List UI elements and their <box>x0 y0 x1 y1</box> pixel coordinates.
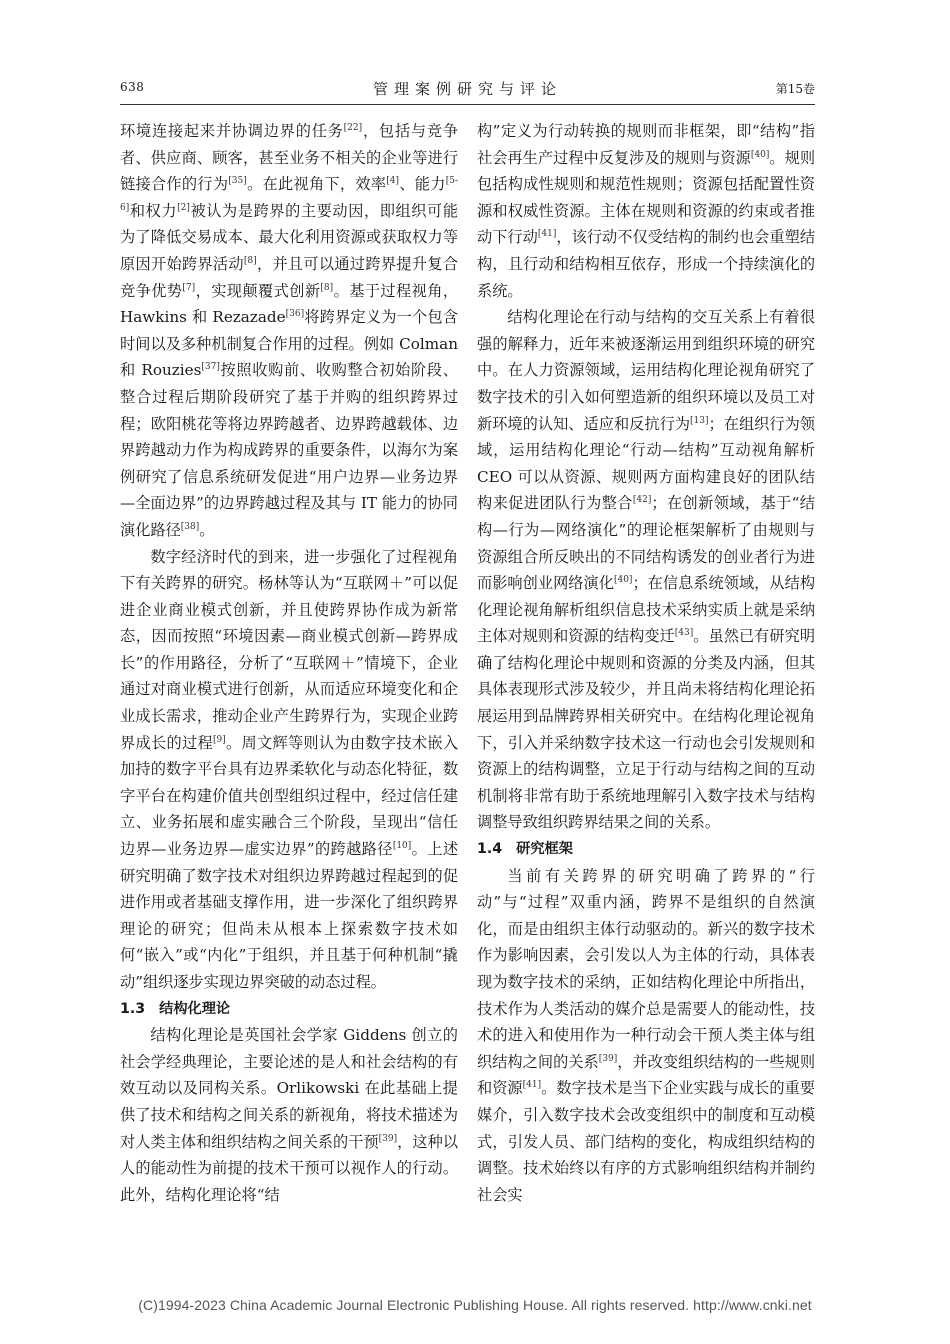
section-heading <box>477 836 815 863</box>
text-run: 构”定义为行动转换的规则而非框架，即“结构”指社会再生产过程中反复涉及的规则与资源 <box>477 122 815 167</box>
citation: [10] <box>392 840 412 851</box>
text-run: ，并改变组织结构的一些规则和资源 <box>477 1052 816 1098</box>
citation: [43] <box>674 628 694 639</box>
text-run: 按照收购前、收购整合初始阶段、整合过程后期阶段研究了基于并购的组织跨界过程；欧阳桃花等将边界跨越者、边界跨越载体、边界跨越动力作为构成跨界的重要条件，以海尔为案例研究了信息系统研发促进“用户边界—业务边界—全面边界”的边界跨越过程及其与 IT 能力的协同演化路径 <box>120 361 458 539</box>
text-run: 。数字技术是当下企业实践与成长的重要媒介，引入数字技术会改变组织中的制度和互动模式，引发人员、部门结构的变化，构成组织结构的调整。技术始终以有序的方式影响组织结构并制约社会实 <box>477 1079 816 1204</box>
citation: [39] <box>598 1053 618 1064</box>
text-run: ，包括与竞争者、供应商、顾客，甚至业务不相关的企业等进行链接合作的行为 <box>120 122 459 194</box>
header-rule <box>120 104 815 105</box>
paragraph <box>120 544 458 996</box>
citation: [8] <box>320 282 334 293</box>
text-run: 。周文辉等则认为由数字技术嵌入加持的数字平台具有边界柔软化与动态化特征，数字平台在构建价值共创型组织过程中，经过信任建立、业务拓展和虚实融合三个阶段，呈现出“信任边界—业务边界—虚实边界”的跨越路径 <box>120 733 459 859</box>
text-run: ，并且可以通过跨界提升复合竞争优势 <box>120 254 459 300</box>
citation: [2] <box>177 202 190 213</box>
copyright-footer: (C)1994-2023 China Academic Journal Electronic Publishing House. All rights reserved. http://www.cnki.net <box>138 1297 812 1313</box>
text-run: ；在信息系统领域，从结构化理论视角解析组织信息技术采纳实质上就是采纳主体对规则和资源的结构变迁 <box>477 574 816 646</box>
text-run: ；在组织行为领域，运用结构化理论“行动—结构”互动视角解析 CEO 可以从资源、规则两方面构建良好的团队结构来促进团队行为整合 <box>477 414 816 513</box>
text-run: 被认为是跨界的主要动因，即组织可能为了降低交易成本、最大化利用资源或获取权力等原因开始跨界活动 <box>120 201 459 273</box>
citation: [42] <box>632 495 652 506</box>
text-run: ，实现颠覆式创新 <box>195 281 321 300</box>
text-run: ，这种以人的能动性为前提的技术干预可以视作人的行动。此外，结构化理论将“结 <box>120 1132 459 1204</box>
text-run: 。 <box>199 520 215 539</box>
paragraph <box>120 1022 458 1208</box>
right-column <box>477 118 815 1208</box>
text-run: 结构化理论是英国社会学家 Giddens 创立的社会学经典理论，主要论述的是人和社会结构的有效互动以及同构关系。Orlikowski 在此基础上提供了技术和结构之间关系的新视角，将技术描述为对人类主体和组织结构之间关系的干预 <box>120 1026 458 1151</box>
paragraph <box>477 118 815 304</box>
running-header <box>120 78 815 102</box>
citation: [22] <box>343 122 363 133</box>
citation: [40] <box>613 575 633 586</box>
citation: [35] <box>228 176 247 187</box>
paragraph <box>477 304 815 836</box>
left-column <box>120 118 458 1208</box>
citation: [41] <box>522 1080 542 1091</box>
text-run: 。基于过程视角，Hawkins 和 Rezazade <box>120 281 459 327</box>
text-run: 。上述研究明确了数字技术对组织边界跨越过程起到的促进作用或者基础支撑作用，进一步深化了组织跨界理论的研究；但尚未从根本上探索数字技术如何“嵌入”或“内化”于组织，并且基于何种机制“撬动”组织逐步实现边界突破的动态过程。 <box>120 840 459 991</box>
section-number: 1.3 <box>120 1000 146 1017</box>
citation: [9] <box>212 734 226 745</box>
paragraph <box>477 863 815 1209</box>
text-run: 。规则包括构成性规则和规范性规则；资源包括配置性资源和权威性资源。主体在规则和资源的约束或者推动下行动 <box>477 148 816 247</box>
text-run: 结构化理论在行动与结构的交互关系上有着很强的解释力，近年来被逐渐运用到组织环境的研究中。在人力资源领域，运用结构化理论视角研究了数字技术的引入如何塑造新的组织环境以及员工对新环境的认知、适应和反抗行为 <box>477 308 815 433</box>
citation: [13] <box>690 415 709 426</box>
text-run: 环境连接起来并协调边界的任务 <box>120 122 344 140</box>
text-run: 将跨界定义为一个包含时间以及多种机制复合作用的过程。例如 Colman 和 Rouzies <box>120 308 459 380</box>
text-run: 和权力 <box>129 201 178 220</box>
citation: [8] <box>243 255 257 266</box>
citation: [41] <box>537 229 557 240</box>
section-title: 结构化理论 <box>159 1000 231 1017</box>
section-number: 1.4 <box>477 841 503 858</box>
text-run: ，该行动不仅受结构的制约也会重塑结构，且行动和结构相互依存，形成一个持续演化的系统。 <box>477 228 816 300</box>
text-run: 、能力 <box>399 175 446 194</box>
text-run: 。在此视角下，效率 <box>246 175 387 194</box>
paragraph <box>120 118 458 544</box>
citation: [36] <box>285 309 305 320</box>
citation: [4] <box>386 176 400 187</box>
citation: [40] <box>750 149 770 160</box>
section-title: 研究框架 <box>516 841 573 858</box>
journal-title: 管理案例研究与评论 <box>372 80 562 98</box>
text-run: 。虽然已有研究明确了结构化理论中规则和资源的分类及内涵，但其具体表现形式涉及较少，并且尚未将结构化理论拓展运用到品牌跨界相关研究中。在结构化理论视角下，引入并采纳数字技术这一行动也会引发规则和资源上的结构调整，立足于行动与结构之间的互动机制将非常有助于系统地理解引入数字技术与结构调整导致组织跨界结果之间的关系。 <box>477 627 816 832</box>
section-heading <box>120 996 458 1023</box>
citation: [37] <box>201 362 220 373</box>
citation: [39] <box>378 1133 398 1144</box>
volume-label: 第15卷 <box>775 82 815 96</box>
text-run: ；在创新领域，基于“结构—行为—网络演化”的理论框架解析了由规则与资源组合所反映出的不同结构诱发的创业者行为进而影响创业网络演化 <box>477 494 815 593</box>
text-run: 数字经济时代的到来，进一步强化了过程视角下有关跨界的研究。杨林等认为“互联网＋”可以促进企业商业模式创新，并且使跨界协作成为新常态，因而按照“环境因素—商业模式创新—跨界成长”的作用路径，分析了“互联网＋”情境下，企业通过对商业模式进行创新，从而适应环境变化和企业成长需求，推动企业产生跨界行为，实现企业跨界成长的过程 <box>120 547 458 752</box>
citation: [7] <box>182 282 196 293</box>
text-run: 当前有关跨界的研究明确了跨界的“行动”与“过程”双重内涵，跨界不是组织的自然演化，而是由组织主体行动驱动的。新兴的数字技术作为影响因素，会引发以人为主体的行动，具体表现为数字技术的采纳，正如结构化理论中所指出，技术作为人类活动的媒介总是需要人的能动性，技术的进入和使用作为一种行动会干预人类主体与组织结构之间的关系 <box>477 866 815 1071</box>
citation: [38] <box>180 521 200 532</box>
page-number: 638 <box>120 80 145 94</box>
citation: [5-6] <box>120 176 459 213</box>
